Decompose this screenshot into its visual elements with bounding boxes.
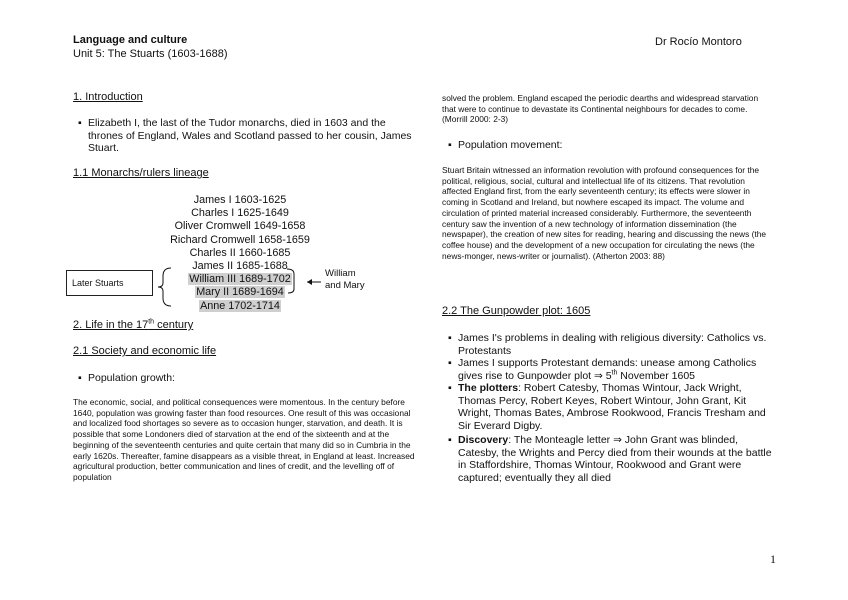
population-growth-bullet bbox=[78, 372, 378, 385]
gunpowder-bullet-sup: th bbox=[611, 369, 618, 376]
william-and-mary-line: William bbox=[325, 268, 356, 279]
population-movement-text: Population movement: bbox=[458, 139, 563, 151]
plotters-text: : Robert Catesby, Thomas Wintour, Jack Wright, Thomas Percy, Robert Keyes, Robert Wintour, John Grant, Kit Wright, Thomas Bates, Ambrose Rookwood, Francis Tresham and Sir Everard Digby. bbox=[458, 382, 766, 432]
lineage-item: James I 1603-1625 bbox=[193, 194, 287, 206]
discovery-label: Discovery bbox=[458, 434, 509, 446]
later-stuarts-label: Later Stuarts bbox=[72, 278, 124, 288]
gunpowder-bullet-text: James I's problems in dealing with religious diversity: Catholics vs. Protestants bbox=[458, 332, 767, 357]
lineage-item: James II 1685-1688 bbox=[192, 260, 288, 273]
lineage-item: Oliver Cromwell 1649-1658 bbox=[174, 220, 306, 233]
lineage-item: Charles II 1660-1685 bbox=[189, 246, 291, 259]
life-heading-text: 2. Life in the 17 bbox=[73, 319, 149, 331]
bullet-icon: ▪ bbox=[448, 382, 452, 394]
bullet-icon: ▪ bbox=[78, 117, 82, 129]
author-name: Dr Rocío Montoro bbox=[655, 36, 742, 48]
lineage-item-highlighted: William III 1689-1702 bbox=[189, 273, 291, 286]
plotters-label: The plotters bbox=[458, 382, 519, 394]
bullet-icon: ▪ bbox=[78, 372, 82, 384]
bullet-icon: ▪ bbox=[448, 332, 452, 344]
life-heading bbox=[73, 319, 193, 331]
population-growth-text: Population growth: bbox=[88, 372, 175, 384]
arrow-head-icon bbox=[307, 279, 312, 285]
left-brace-icon bbox=[158, 268, 171, 306]
life-heading-sup: th bbox=[148, 318, 155, 326]
page-number: 1 bbox=[770, 552, 776, 566]
lineage-item: Richard Cromwell 1658-1659 bbox=[170, 233, 310, 246]
intro-bullet bbox=[78, 117, 418, 155]
introduction-heading: 1. Introduction bbox=[73, 91, 143, 103]
gunpowder-bullet-part: November 1605 bbox=[617, 369, 696, 382]
gunpowder-heading: 2.2 The Gunpowder plot: 1605 bbox=[442, 305, 591, 317]
gunpowder-bullet bbox=[448, 434, 778, 484]
later-stuarts-box bbox=[66, 270, 153, 296]
gunpowder-bullet-text bbox=[458, 434, 778, 484]
society-heading: 2.1 Society and economic life bbox=[73, 345, 217, 357]
gunpowder-bullet bbox=[448, 357, 778, 382]
gunpowder-bullet-text bbox=[458, 382, 778, 432]
bullet-icon: ▪ bbox=[448, 434, 452, 446]
bullet-icon: ▪ bbox=[448, 139, 452, 151]
lineage-item-highlighted: Mary II 1689-1694 bbox=[196, 286, 284, 299]
document-title: Language and culture bbox=[73, 34, 188, 46]
life-heading-text: century bbox=[154, 319, 194, 331]
discovery-text: : The Monteagle letter ⇒ John Grant was blinded, Catesby, the Wrights and Percy died from their wounds at the battle in Staffordshire, Thomas Wintour, Rookwood and Grant were captured; eventually they all died bbox=[458, 434, 772, 484]
population-movement-bullet bbox=[448, 139, 748, 152]
gunpowder-bullet-text bbox=[458, 357, 778, 382]
gunpowder-bullet-part: James I supports Protestant demands: unease among Catholics gives rise to Gunpowder plot ⇒ 5 bbox=[458, 357, 757, 382]
lineage-item-highlighted: Anne 1702-1714 bbox=[200, 299, 280, 312]
bullet-icon: ▪ bbox=[448, 357, 452, 369]
right-bracket-icon bbox=[287, 269, 294, 293]
unit-subtitle: Unit 5: The Stuarts (1603-1688) bbox=[73, 48, 228, 60]
william-and-mary-label bbox=[325, 268, 365, 292]
intro-bullet-text: Elizabeth I, the last of the Tudor monarchs, died in 1603 and the thrones of England, Wales and Scotland passed to her cousin, James Stuart. bbox=[88, 117, 412, 154]
william-and-mary-line: and Mary bbox=[325, 280, 365, 291]
population-paragraph: The economic, social, and political consequences were momentous. In the century before 1640, population was growing faster than food resources. One result of this was occasional and localized food shortages so severe as to occasion hunger, starvation, and death. It is possible that some Londoners died of starvation at the end of the sixteenth and at the beginning of the seventeenth centuries and quite certain that many did so in Cumbria in the early 1620s. Thereafter, famine disappears as a visible threat, in England at least. Increased agricultural production, better communication and lines of credit, and the levelling off of population bbox=[73, 397, 415, 482]
lineage-brackets bbox=[155, 265, 335, 310]
continuation-paragraph: solved the problem. England escaped the periodic dearths and widespread starvation that were to continue to devastate its Continental neighbours for decades to come. (Morrill 2000: 2-3) bbox=[442, 93, 759, 125]
lineage-item: Charles I 1625-1649 bbox=[191, 207, 289, 220]
gunpowder-bullet bbox=[448, 332, 778, 357]
lineage-heading: 1.1 Monarchs/rulers lineage bbox=[73, 167, 209, 179]
movement-paragraph: Stuart Britain witnessed an information revolution with profound consequences for the political, religious, social, cultural and intellectual life of its citizens. That revolution affected England first, from the early seventeenth century; its effects were slower in coming in Scotland and Ireland, but nowhere escaped its impact. The volume and circulation of printed material increased considerably. Furthermore, the seventeenth century saw the invention of a new technology of information dissemination (the newspaper), the creation of new sites for reading, hearing and discussing the news (the coffee house) and the development of a new occupation for circulating the news (the news-monger, news-writer or journalist). (Atherton 2003: 88) bbox=[442, 165, 767, 261]
gunpowder-bullet bbox=[448, 382, 778, 432]
